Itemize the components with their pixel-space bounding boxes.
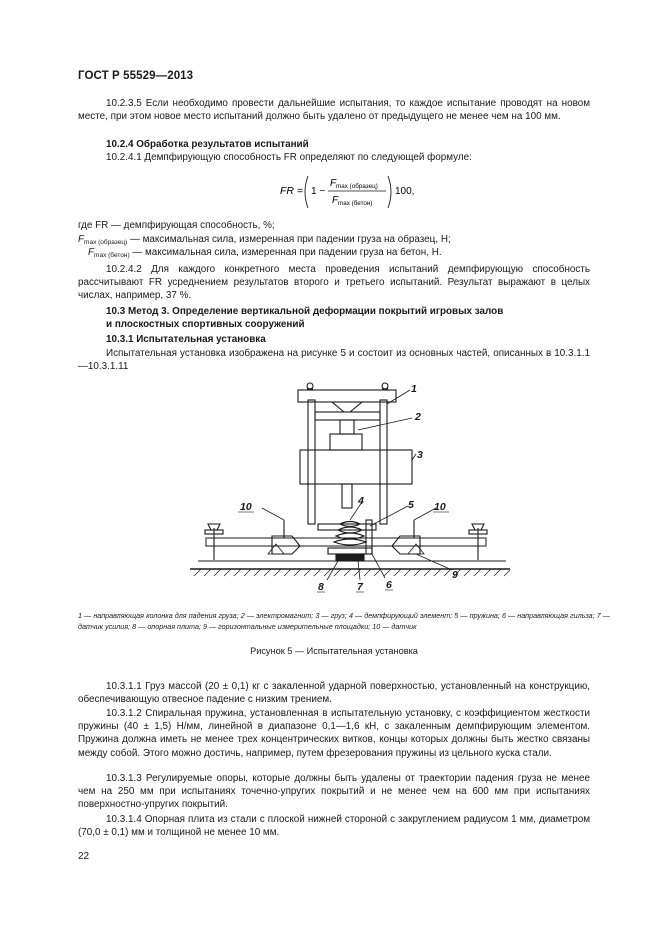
- base-plate: [336, 554, 364, 561]
- document-header: ГОСТ Р 55529—2013: [78, 70, 194, 82]
- where-fmax-concrete: [88, 246, 608, 262]
- where-3-sub: max (бетон): [94, 252, 130, 259]
- figure-title: Рисунок 5 — Испытательная установка: [250, 646, 418, 656]
- para-10-2-4-2: 10.2.4.2 Для каждого конкретного места проведения испытаний демпфирующую способность рассчитывают FR усреднением результатов второго и третьего испытаний. Результат выражают в целых числах, например, 37 %.: [78, 264, 590, 302]
- striker-rod: [342, 484, 352, 508]
- callout-7: 7: [357, 581, 363, 593]
- right-sensor-block: [392, 536, 420, 554]
- callout-4: 4: [358, 495, 364, 507]
- callout-2: 2: [415, 411, 421, 423]
- paren-left: [305, 176, 308, 208]
- callout-10-right: 10: [434, 501, 446, 513]
- formula-den: F: [332, 195, 339, 206]
- formula-num-sub: max (образец): [336, 183, 378, 190]
- crossbar: [315, 412, 380, 420]
- where-3-text: — максимальная сила, измеренная при падении груза на бетон, Н.: [129, 247, 442, 258]
- heading-10-3-line2: и плоскостных спортивных сооружений: [106, 319, 305, 330]
- magnet-holder: [330, 434, 362, 450]
- where-2-sub: max (образец): [84, 239, 128, 246]
- heading-10-3-1: 10.3.1 Испытательная установка: [106, 334, 266, 345]
- para-10-3-1: Испытательная установка изображена на рисунке 5 и состоит из основных частей, описанных в 10.3.1.1—10.3.1.11: [78, 348, 590, 373]
- para-10-2-3-5: 10.2.3.5 Если необходимо провести дальнейшие испытания, то каждое испытание проводят на новом месте, при этом новое место испытаний должно быть удалено от предыдущего не менее чем на 100 мм.: [78, 98, 590, 123]
- formula-den-sub: max (бетон): [338, 200, 373, 207]
- callout-9: 9: [452, 569, 458, 581]
- para-10-3-1-4: 10.3.1.4 Опорная плита из стали с плоской нижней стороной с закруглением радиусом 1 мм, диаметром (70,0 ± 0,1) мм и толщиной не менее 10 мм.: [78, 814, 590, 839]
- formula-fr: [270, 170, 440, 214]
- where-2-sym: F: [78, 234, 85, 245]
- leader-lines: [262, 390, 452, 580]
- para-10-3-1-2: 10.3.1.2 Спиральная пружина, установленная в испытательную установку, с коэффициентом жесткости пружины (40 ± 1,5) Н/мм, линейной в диапазоне 0,1—1,6 кН, с закаленным демпфирующим элементом. Пружина должна иметь не менее трех концентрических витков, концы которых должны быть жестко связаны между собой. Этого можно достичь, например, путем фрезерования пружины из цельного куска стали.: [78, 708, 590, 759]
- callout-1: 1: [411, 383, 417, 395]
- electromagnet-cone: [332, 402, 362, 412]
- electromagnet: [340, 420, 354, 434]
- heading-10-2-4: 10.2.4 Обработка результатов испытаний: [106, 139, 309, 150]
- where-3-sym: F: [88, 247, 95, 258]
- ground-hatch: [194, 569, 510, 576]
- para-10-3-1-1: 10.3.1.1 Груз массой (20 ± 0,1) кг с закаленной ударной поверхностью, установленный на конструкцию, обеспечивающую отвесное падение с низким трением.: [78, 681, 590, 706]
- column-right: [380, 400, 387, 524]
- top-bolt-left: [307, 383, 313, 389]
- figure-legend: 1 — направляющая колонка для падения груза; 2 — электромагнит; 3 — груз; 4 — демпфирующий элемент; 5 — пружина; 6 — направляющая гильза; 7 — датчик усилия; 8 — опорная плита; 9 — горизонтальные измерительные площадки; 10 — датчик: [78, 611, 610, 631]
- left-sensor-block: [272, 536, 300, 554]
- heading-10-3-line1: 10.3 Метод 3. Определение вертикальной деформации покрытий игровых залов: [106, 306, 504, 317]
- column-left: [308, 400, 315, 524]
- page-number: 22: [78, 851, 90, 862]
- para-10-2-4-1: 10.2.4.1 Демпфирующую способность FR определяют по следующей формуле:: [106, 152, 472, 163]
- formula-one-minus: 1 −: [311, 186, 326, 197]
- callout-8: 8: [318, 581, 324, 593]
- force-sensor: [328, 548, 372, 554]
- callout-3: 3: [417, 449, 423, 461]
- callout-6: 6: [386, 579, 392, 591]
- top-bolt-right: [382, 383, 388, 389]
- formula-lhs: FR =: [280, 185, 304, 197]
- weight-mass: [300, 450, 412, 484]
- callout-10-left: 10: [240, 501, 252, 513]
- formula-num: F: [330, 178, 337, 189]
- formula-tail: 100,: [395, 186, 415, 197]
- spring-stack: [334, 522, 366, 546]
- paren-right: [388, 176, 391, 208]
- callout-5: 5: [408, 499, 414, 511]
- where-2-text: — максимальная сила, измеренная при падении груза на образец, Н;: [127, 234, 451, 245]
- figure-5-test-rig: [190, 378, 520, 610]
- where-fr: где FR — демпфирующая способность, %;: [78, 220, 275, 231]
- para-10-3-1-3: 10.3.1.3 Регулируемые опоры, которые должны быть удалены от траектории падения груза не менее чем на 250 мм при испытаниях точечно-упругих покрытий и не менее чем на 600 мм при испытаниях поверхностно-упругих покрытий.: [78, 773, 590, 811]
